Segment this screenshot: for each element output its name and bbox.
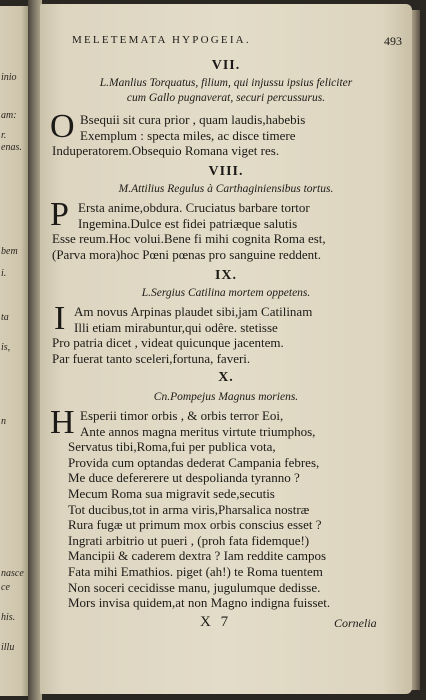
facing-page-fragment: ta [1, 312, 9, 323]
verse-block [52, 200, 418, 262]
drop-capital: P [50, 196, 69, 233]
verse-line: Par fuerat tanto sceleri,fortuna, faveri. [52, 350, 251, 366]
section-caption [40, 390, 412, 405]
book-page [40, 4, 412, 694]
verse-line: Illi etiam mirabuntur,qui odêre. stetisse [74, 319, 278, 335]
verse-line: Induperatorem.Obsequio Romana viget res. [52, 143, 280, 159]
facing-page-fragment: inio [1, 72, 17, 83]
verse-line: Me duce defererere ut despolianda tyranno ? [68, 470, 300, 486]
signature-mark: X 7 [200, 614, 232, 630]
verse-block [68, 408, 420, 611]
page-number: 493 [384, 34, 402, 48]
facing-page-fragment: r. [1, 130, 7, 141]
caption-line: M.Attilius Regulus à Carthaginiensibus tortus. [118, 183, 334, 195]
facing-page-fragment: n [1, 416, 6, 427]
running-head [72, 34, 402, 46]
caption-line: cum Gallo pugnaverat, securi percussurus. [126, 92, 326, 104]
section-numeral: VIII. [208, 164, 244, 179]
section-numeral: IX. [214, 268, 238, 283]
verse-line: Pro patria dicet , videat quicunque jacentem. [52, 335, 284, 351]
verse-line: Rura fugæ ut primum mox orbis conscius esset ? [68, 517, 322, 533]
facing-page-fragment: am: [1, 110, 17, 121]
caption-line: L.Manlius Torquatus, filium, qui injussu ipsius feliciter [99, 77, 353, 89]
verse-line: Mancipii & caderem dextra ? Iam reddite campos [68, 548, 327, 564]
verse-line: Am novus Arpinas plaudet sibi,jam Catilinam [74, 304, 313, 319]
section-numeral: VII. [211, 58, 241, 73]
verse-line: Fata mihi Emathios. piget (ah!) te Roma tuentem [68, 563, 323, 579]
verse-line: Mors invisa quidem,at non Magno indigna fuisset. [68, 595, 331, 611]
caption-line: L.Sergius Catilina mortem oppetens. [141, 287, 311, 299]
facing-page-fragment: bem [1, 246, 18, 257]
section-caption [40, 76, 412, 106]
section-numeral: X. [218, 370, 234, 385]
facing-page-fragment: nasce [1, 568, 24, 579]
verse-line: Servatus tibi,Roma,fui per publica vota, [68, 439, 276, 455]
verse-line: Ingemina.Dulce est fidei patriæque salutis [78, 215, 298, 231]
caption-line: Cn.Pompejus Magnus moriens. [153, 391, 299, 403]
verse-line: Ingrati arbitrio ut pueri , (proh fata fidemque!) [68, 532, 310, 548]
facing-page-fragment: enas. [1, 142, 22, 153]
facing-page-fragment: illu [1, 642, 15, 653]
verse-line: Provida cum optandas dederat Campania febres, [68, 454, 320, 470]
drop-capital: I [54, 300, 66, 337]
verse-line: Ante annos magna meritus virtute triumphos, [80, 423, 316, 439]
running-head-title: MELETEMATA HYPOGEIA. [72, 34, 251, 46]
verse-line: Bsequii sit cura prior , quam laudis,habebis [80, 112, 306, 127]
verse-line: Exemplum : specta miles, ac disce timere [80, 127, 296, 143]
facing-page-fragment: is, [1, 342, 11, 353]
verse-line: Esse reum.Hoc volui.Bene fi mihi cognita Roma est, [52, 231, 326, 247]
verse-line: Non soceri cecidisse manu, jugulumque dedisse. [68, 579, 321, 595]
verse-block [52, 304, 414, 366]
drop-capital: H [50, 404, 75, 441]
drop-capital: O [50, 108, 75, 145]
facing-page-edge [0, 6, 30, 696]
facing-page-fragment: his. [1, 612, 16, 623]
verse-line: Ersta anime,obdura. Cruciatus barbare tortor [78, 200, 310, 215]
facing-page-fragment: ce [1, 582, 10, 593]
catchword: Cornelia [334, 616, 377, 630]
verse-line: Esperii timor orbis , & orbis terror Eoi, [80, 408, 284, 423]
verse-block [52, 112, 420, 159]
section-caption [40, 182, 412, 197]
verse-line: Tot ducibus,tot in arma viris,Pharsalica nostræ [68, 501, 310, 517]
verse-line: (Parva mora)hoc Pœni pœnas pro sanguine reddent. [52, 246, 321, 262]
section-caption [40, 286, 412, 301]
verse-line: Mecum Roma sua migravit sede,secutis [68, 485, 275, 501]
facing-page-fragment: i. [1, 268, 7, 279]
